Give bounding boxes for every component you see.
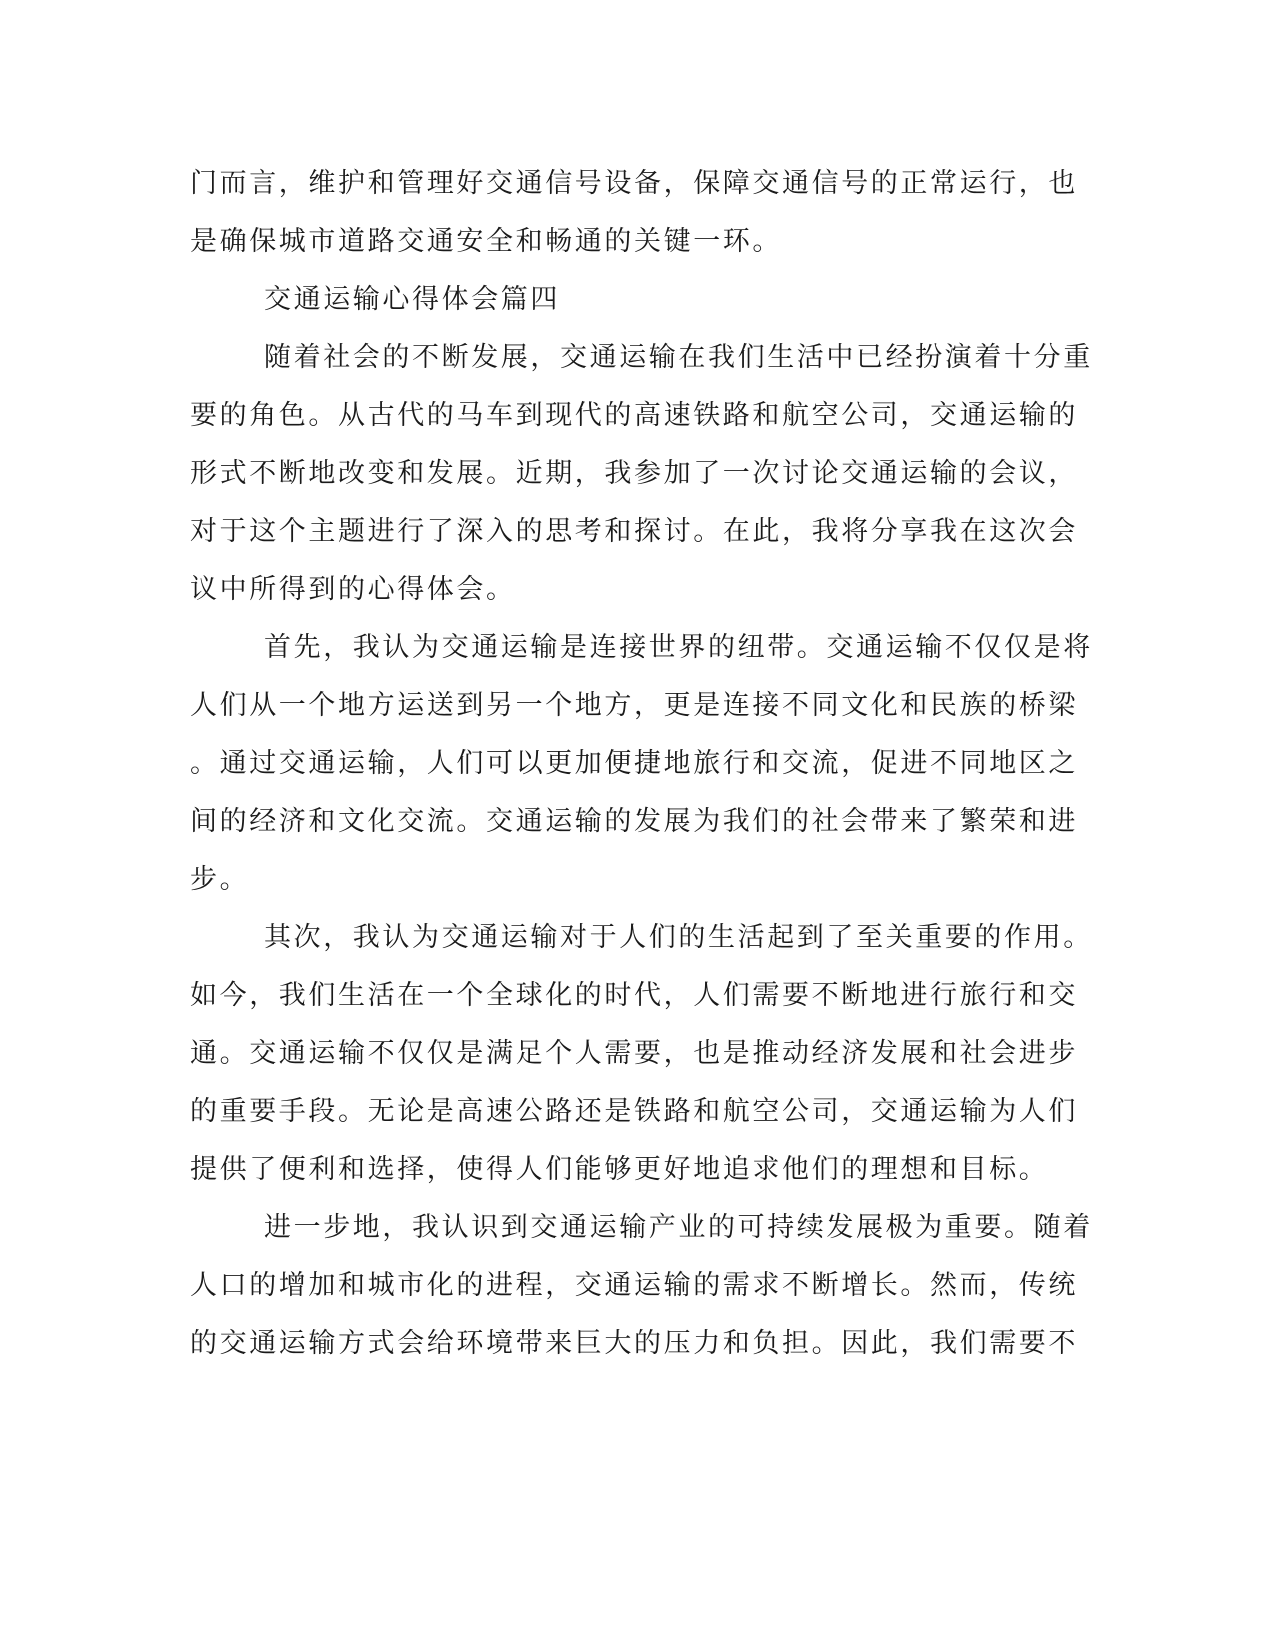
text-line: 议中所得到的心得体会。: [190, 574, 516, 605]
text-line: 人口的增加和城市化的进程，交通运输的需求不断增长。然而，传统: [190, 1270, 1078, 1301]
text-line: 的交通运输方式会给环境带来巨大的压力和负担。因此，我们需要不: [190, 1328, 1078, 1359]
text-line: 。通过交通运输，人们可以更加便捷地旅行和交流，促进不同地区之: [190, 748, 1078, 779]
text-line: 是确保城市道路交通安全和畅通的关键一环。: [190, 226, 782, 257]
text-line: 门而言，维护和管理好交通信号设备，保障交通信号的正常运行，也: [190, 168, 1078, 199]
paragraph-start-line: 随着社会的不断发展，交通运输在我们生活中已经扮演着十分重: [264, 342, 1093, 373]
text-line: 形式不断地改变和发展。近期，我参加了一次讨论交通运输的会议，: [190, 458, 1078, 489]
text-line: 对于这个主题进行了深入的思考和探讨。在此，我将分享我在这次会: [190, 516, 1078, 547]
text-line: 间的经济和文化交流。交通运输的发展为我们的社会带来了繁荣和进: [190, 806, 1078, 837]
text-line: 的重要手段。无论是高速公路还是铁路和航空公司，交通运输为人们: [190, 1096, 1078, 1127]
paragraph-start-line: 进一步地，我认识到交通运输产业的可持续发展极为重要。随着: [264, 1212, 1093, 1243]
section-heading: 交通运输心得体会篇四: [264, 284, 560, 315]
paragraph-start-line: 其次，我认为交通运输对于人们的生活起到了至关重要的作用。: [264, 922, 1093, 953]
text-line: 步。: [190, 864, 250, 895]
text-line: 如今，我们生活在一个全球化的时代，人们需要不断地进行旅行和交: [190, 980, 1078, 1011]
paragraph-start-line: 首先，我认为交通运输是连接世界的纽带。交通运输不仅仅是将: [264, 632, 1093, 663]
text-line: 人们从一个地方运送到另一个地方，更是连接不同文化和民族的桥梁: [190, 690, 1078, 721]
text-line: 提供了便利和选择，使得人们能够更好地追求他们的理想和目标。: [190, 1154, 1049, 1185]
text-line: 通。交通运输不仅仅是满足个人需要，也是推动经济发展和社会进步: [190, 1038, 1078, 1069]
text-line: 要的角色。从古代的马车到现代的高速铁路和航空公司，交通运输的: [190, 400, 1078, 431]
